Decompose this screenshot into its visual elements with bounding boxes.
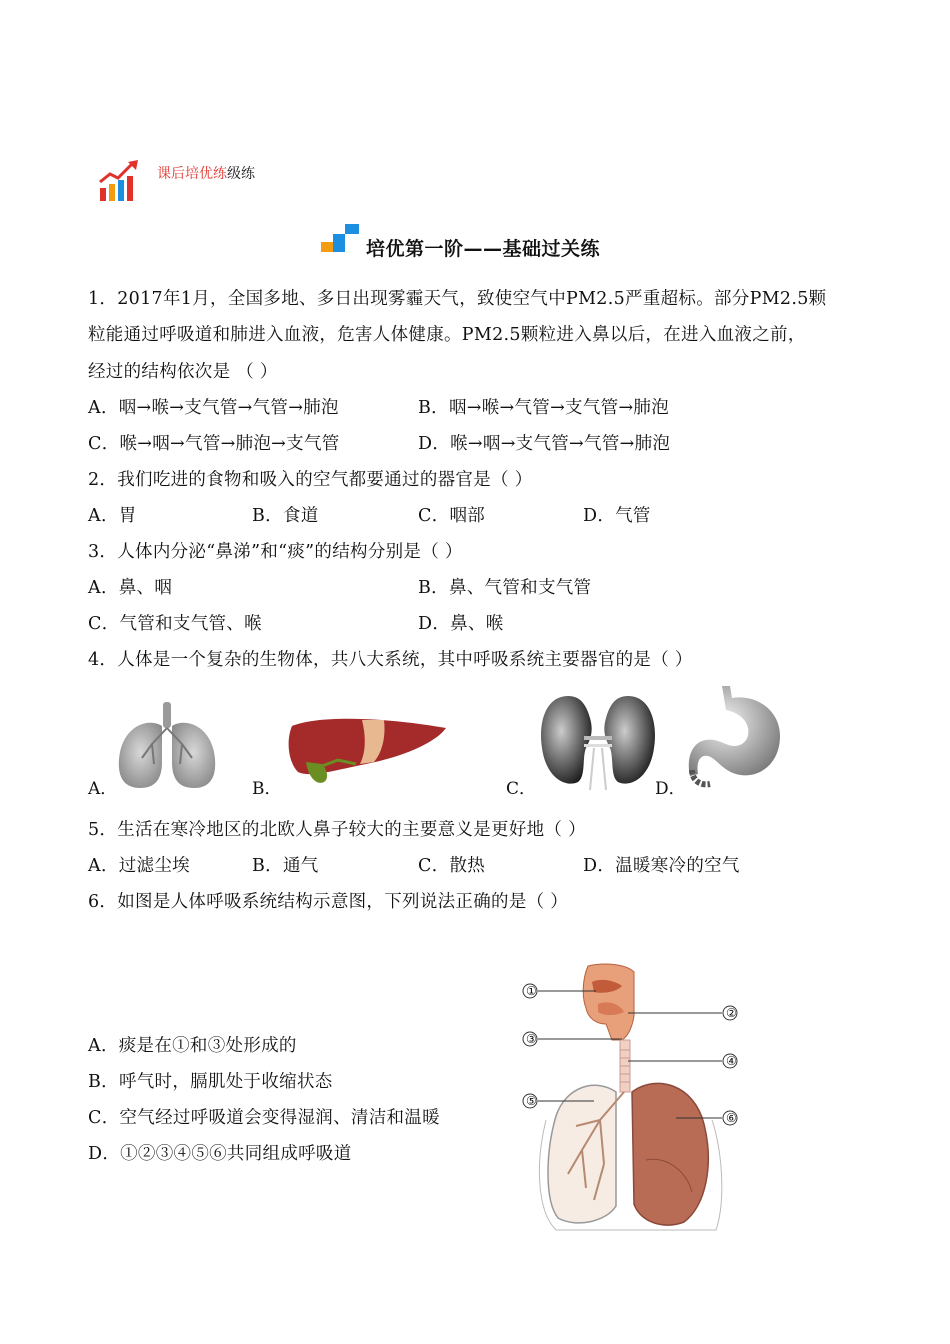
q1-option-c[interactable]: C．喉→咽→气管→肺泡→支气管 bbox=[88, 434, 340, 454]
diagram-label-5: ⑤ bbox=[526, 1094, 537, 1108]
q3-option-a[interactable]: A．鼻、咽 bbox=[88, 578, 173, 598]
q1-option-d[interactable]: D．喉→咽→支气管→气管→肺泡 bbox=[418, 434, 671, 454]
q1-stem-line-2: 粒能通过呼吸道和肺进入血液，危害人体健康。PM2.5颗粒进入鼻以后，在进入血液之前， bbox=[88, 325, 806, 345]
q6-option-b[interactable]: B．呼气时，膈肌处于收缩状态 bbox=[88, 1072, 333, 1092]
q6-option-d[interactable]: D．①②③④⑤⑥共同组成呼吸道 bbox=[88, 1144, 352, 1164]
q3-option-b[interactable]: B．鼻、气管和支气管 bbox=[418, 578, 592, 598]
q4-option-a[interactable]: A． bbox=[88, 779, 118, 799]
q6-stem: 6．如图是人体呼吸系统结构示意图，下列说法正确的是（ ） bbox=[88, 892, 569, 912]
q6-option-c[interactable]: C．空气经过呼吸道会变得湿润、清洁和温暖 bbox=[88, 1108, 440, 1128]
q1-stem-line-3: 经过的结构依次是 （ ） bbox=[88, 362, 278, 382]
q4-option-b[interactable]: B． bbox=[252, 779, 282, 799]
q2-option-c[interactable]: C．咽部 bbox=[418, 506, 486, 526]
q6-option-a[interactable]: A．痰是在①和③处形成的 bbox=[88, 1036, 297, 1056]
section-title-icon bbox=[321, 222, 361, 252]
diagram-label-2: ② bbox=[726, 1006, 737, 1020]
header-label-black: 级练 bbox=[227, 166, 255, 182]
q2-option-a[interactable]: A．胃 bbox=[88, 506, 137, 526]
q5-option-b[interactable]: B．通气 bbox=[252, 856, 319, 876]
growth-chart-icon bbox=[98, 158, 142, 202]
q5-option-a[interactable]: A．过滤尘埃 bbox=[88, 856, 190, 876]
diagram-label-4: ④ bbox=[726, 1054, 737, 1068]
header-label-red: 课后培优练 bbox=[157, 166, 227, 182]
q5-option-c[interactable]: C．散热 bbox=[418, 856, 486, 876]
q1-stem-line-1: 1．2017年1月，全国多地、多日出现雾霾天气，致使空气中PM2.5严重超标。部分PM2.5颗 bbox=[88, 289, 827, 309]
stomach-icon[interactable] bbox=[686, 684, 784, 788]
q3-stem: 3．人体内分泌“鼻涕”和“痰”的结构分别是（ ） bbox=[88, 542, 463, 562]
liver-icon[interactable] bbox=[286, 712, 452, 792]
q1-option-b[interactable]: B．咽→喉→气管→支气管→肺泡 bbox=[418, 398, 670, 418]
q2-option-b[interactable]: B．食道 bbox=[252, 506, 319, 526]
lungs-icon[interactable] bbox=[112, 700, 222, 792]
section-title: 培优第一阶——基础过关练 bbox=[366, 238, 601, 260]
q1-option-a[interactable]: A．咽→喉→支气管→气管→肺泡 bbox=[88, 398, 339, 418]
q4-option-d[interactable]: D． bbox=[655, 779, 686, 799]
kidneys-icon[interactable] bbox=[538, 692, 658, 792]
q5-stem: 5．生活在寒冷地区的北欧人鼻子较大的主要意义是更好地（ ） bbox=[88, 820, 586, 840]
q3-option-c[interactable]: C．气管和支气管、喉 bbox=[88, 614, 262, 634]
diagram-label-6: ⑥ bbox=[726, 1111, 737, 1125]
q4-stem: 4．人体是一个复杂的生物体，共八大系统，其中呼吸系统主要器官的是（ ） bbox=[88, 650, 693, 670]
q2-option-d[interactable]: D．气管 bbox=[583, 506, 651, 526]
respiratory-system-diagram bbox=[516, 960, 746, 1232]
q4-option-c[interactable]: C． bbox=[506, 779, 537, 799]
diagram-label-1: ① bbox=[526, 984, 537, 998]
header-logo bbox=[98, 158, 142, 202]
q5-option-d[interactable]: D．温暖寒冷的空气 bbox=[583, 856, 740, 876]
header-label bbox=[157, 163, 255, 183]
diagram-label-3: ③ bbox=[526, 1032, 537, 1046]
q3-option-d[interactable]: D．鼻、喉 bbox=[418, 614, 504, 634]
q2-stem: 2．我们吃进的食物和吸入的空气都要通过的器官是（ ） bbox=[88, 470, 533, 490]
